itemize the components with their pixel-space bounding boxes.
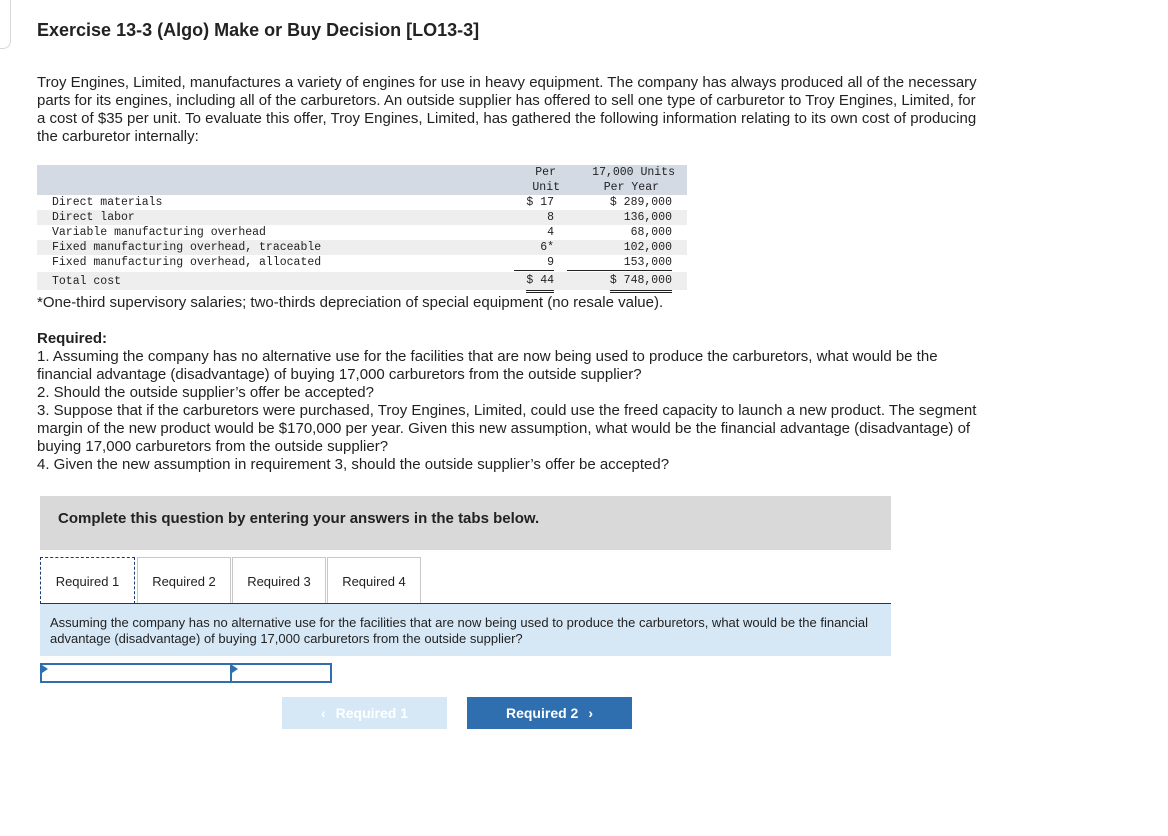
instructions-banner — [40, 496, 891, 550]
cost-row-per-year: 102,000 — [623, 241, 672, 254]
cost-row-per-year: 68,000 — [630, 226, 672, 239]
answer-amount-input[interactable] — [230, 663, 332, 683]
required-item-1: 1. Assuming the company has no alternative use for the facilities that are now being used to produce the carburetors, what would be the financial advantage (disadvantage) of buying 17,000 carburetors from the outside supplier? — [37, 348, 938, 383]
tab-required-2[interactable]: Required 2 — [137, 557, 231, 603]
cost-row-label: Direct materials — [52, 196, 163, 209]
cost-row-per-unit: $ 17 — [526, 196, 554, 209]
input-marker-icon — [42, 665, 48, 673]
prev-required-button[interactable] — [282, 697, 447, 729]
required-item-3: 3. Suppose that if the carburetors were purchased, Troy Engines, Limited, could use the freed capacity to launch a new product. The segment margin of the new product would be $170,000 per year. Given this new assumption, what would be the financial advantage (disadvantage) of buying 17,000 carburetors from the outside supplier? — [37, 402, 977, 455]
cost-row-label: Fixed manufacturing overhead, allocated — [52, 256, 322, 269]
answer-label-input[interactable] — [40, 663, 232, 683]
cost-row-per-unit: 6* — [540, 241, 554, 254]
cost-row-per-year: $ 289,000 — [609, 196, 672, 209]
chevron-left-icon: ‹ — [320, 705, 326, 721]
header-per-year: Per Year — [603, 181, 659, 194]
prev-button-label: Required 1 — [335, 705, 409, 721]
cost-row-per-unit: 9 — [514, 255, 554, 271]
cost-row — [37, 225, 687, 240]
question-text: Assuming the company has no alternative use for the facilities that are now being used to produce the carburetors, what would be the financial advantage (disadvantage) of buying 17,000 carburetors from the outside supplier? — [50, 615, 869, 646]
cost-row-per-year: 153,000 — [567, 255, 672, 271]
cost-row-label: Direct labor — [52, 211, 135, 224]
cost-row — [37, 240, 687, 255]
cost-table — [37, 165, 687, 290]
cost-row-per-unit: 8 — [547, 211, 554, 224]
cost-row — [37, 195, 687, 210]
cost-total-label: Total cost — [52, 275, 122, 288]
cost-total-per-year: $ 748,000 — [610, 272, 672, 293]
cost-table-header — [37, 165, 687, 195]
required-section — [37, 330, 982, 474]
cost-row-per-unit: 4 — [547, 226, 554, 239]
instructions-text: Complete this question by entering your answers in the tabs below. — [58, 510, 540, 527]
cost-total-per-unit: $ 44 — [526, 272, 554, 293]
required-item-2: 2. Should the outside supplier’s offer be accepted? — [37, 384, 374, 401]
intro-paragraph: Troy Engines, Limited, manufactures a variety of engines for use in heavy equipment. The company has always produced all of the necessary parts for its engines, including all of the carburetors. An outside supplier has offered to sell one type of carburetor to Troy Engines, Limited, for a cost of $35 per unit. To evaluate this offer, Troy Engines, Limited, has gathered the following information relating to its own cost of producing the carburetor internally: — [37, 74, 977, 145]
next-required-button[interactable] — [467, 697, 632, 729]
table-footnote: *One-third supervisory salaries; two-thirds depreciation of special equipment (no resale value). — [37, 294, 664, 311]
required-item-4: 4. Given the new assumption in requirement 3, should the outside supplier’s offer be accepted? — [37, 456, 670, 473]
cost-row — [37, 255, 687, 270]
cost-total-row — [37, 272, 687, 290]
header-unit: Unit — [532, 181, 560, 194]
cost-row-label: Variable manufacturing overhead — [52, 226, 266, 239]
cost-row-label: Fixed manufacturing overhead, traceable — [52, 241, 322, 254]
cost-row-per-year: 136,000 — [623, 211, 672, 224]
tab-required-1[interactable]: Required 1 — [40, 557, 135, 604]
required-title: Required: — [37, 330, 108, 347]
chevron-right-icon: › — [588, 705, 594, 721]
tab-required-4[interactable]: Required 4 — [327, 557, 421, 603]
header-per: Per — [535, 166, 556, 179]
exercise-title: Exercise 13-3 (Algo) Make or Buy Decision [LO13-3] — [37, 20, 480, 40]
cost-row — [37, 210, 687, 225]
page-edge-decoration — [0, 0, 11, 49]
header-units-count: 17,000 Units — [592, 166, 675, 179]
question-panel — [40, 604, 891, 656]
next-button-label: Required 2 — [505, 705, 579, 721]
tab-required-3[interactable]: Required 3 — [232, 557, 326, 603]
input-marker-icon — [232, 665, 238, 673]
